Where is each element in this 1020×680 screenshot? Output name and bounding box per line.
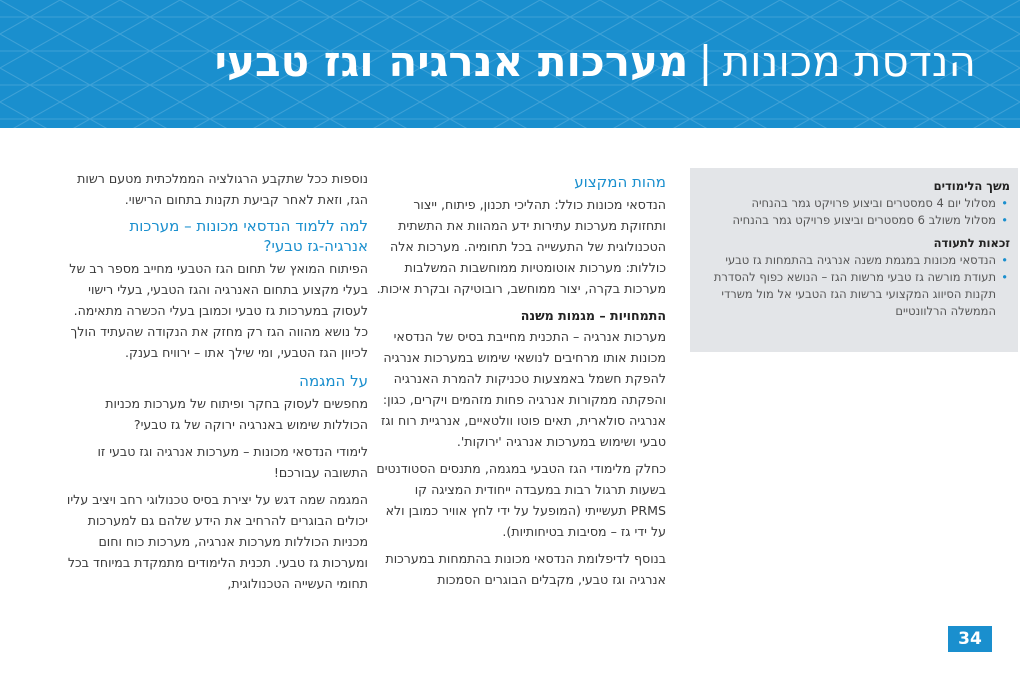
- middle-column: [376, 172, 666, 596]
- about-text-2: לימודי הנדסאי מכונות – מערכות אנרגיה וגז טבעי זו התשובה עבורכם!: [97, 444, 368, 480]
- why-study-heading: למה ללמוד הנדסאי מכונות – מערכות אנרגיה-גז טבעי?: [129, 217, 368, 255]
- continuation-text: נוספות ככל שתקבע הרגולציה הממלכתית מטעם רשות הגז, וזאת לאחר קביעת תקנות בתחום הרישוי.: [77, 171, 368, 207]
- about-heading: על המגמה: [299, 372, 368, 390]
- title-track: מערכות אנרגיה וגז טבעי: [214, 37, 689, 86]
- certification-text: בנוסף לדיפלומת הנדסאי מכונות בהתמחות במערכות אנרגיה וגז טבעי, מקבלים הבוגרים הסמכות: [385, 551, 666, 587]
- specializations-heading: התמחויות – מגמות משנה: [520, 308, 666, 323]
- info-box: [690, 168, 1018, 352]
- title-program: הנדסת מכונות: [722, 37, 976, 86]
- title-separator: |: [698, 37, 713, 86]
- left-column: [66, 168, 368, 600]
- profession-text: הנדסאי מכונות כולל: תהליכי תכנון, פיתוח, ייצור ותחזוקת מערכות עתירות ידע המהוות את התשתית הטכנולוגית של התעשייה בכל תחומיה. מערכות אלה כוללות: מערכות אוטומטיות ממוחשבות המשלבות מערכות בקרה, יצור ממוחשב, רובוטיקה ובקרת איכות.: [376, 197, 666, 296]
- about-text-3: המגמה שמה דגש על יצירת בסיס טכנולוגי רחב ויציב עליו יכולים הבוגרים להרחיב את הידע שלהם גם למערכות מכניות הכוללות מערכות אנרגיה, מערכות כוח וחום ומערכות גז טבעי. תכנית הלימודים מתמקדת במיוחד בכל תחומי העשייה הטכנולוגית,: [66, 492, 368, 591]
- duration-heading: משך הלימודים: [933, 179, 1010, 193]
- list-item: • מסלול משולב 6 סמסטרים וביצוע פרויקט גמר בהנחיה: [700, 212, 996, 229]
- list-item: • מסלול יום 4 סמסטרים וביצוע פרויקט גמר בהנחיה: [700, 195, 996, 212]
- list-item: • תעודת מורשה גז טבעי מרשות הגז – הנושא כפוף להסדרת תקנות הסיווג המקצועי ברשות הגז הטבעי אל מול משרדי הממשלה הרלוונטיים: [700, 269, 996, 320]
- specializations-text: מערכות אנרגיה – התכנית מחייבת בסיס של הנדסאי מכונות אותו מרחיבים לנושאי שימוש במערכות אנרגיה להפקת חשמל באמצעות טכניקות להמרת האנרגיה והפקתה ממקורות אנרגיה פחות מזהמים ויקרים, כגון: אנרגיה סולארית, תאים פוטו וולטאיים, אנרגיית רוח וגז טבעי ושימוש במערכות אנרגיה 'ירוקות'.: [381, 329, 666, 449]
- page-title: [215, 34, 976, 90]
- list-item: • הנדסאי מכונות במגמת משנה אנרגיה בהתמחות גז טבעי: [700, 252, 996, 269]
- page-number-badge: 34: [948, 626, 992, 652]
- why-study-text: הפיתוח המואץ של תחום הגז הטבעי מחייב מספר רב של בעלי מקצוע בתחום האנרגיה והגז הטבעי, בעלי רישוי לעסוק במערכות גז טבעי וכמובן בעלי הכשרה מתאימה. כל נושא מהווה הגז רק מחזק את הנקודה שהעתיד הולך לכיוון הגז הטבעי, ומי שילך אתו – ירוויח בענק.: [69, 261, 368, 360]
- certificate-heading: זכאות לתעודה: [933, 236, 1010, 250]
- about-text-1: מחפשים לעסוק בחקר ופיתוח של מערכות מכניות הכוללות שימוש באנרגיה ירוקה של גז טבעי?: [105, 396, 368, 432]
- certificate-list: [700, 252, 1010, 320]
- header-banner: [0, 0, 1020, 128]
- duration-list: [700, 195, 1010, 229]
- lab-text: כחלק מלימודי הגז הטבעי במגמה, מתנסים הסטודנטים בשעות תרגול רבות במעבדה ייחודית המציגה קו PRMS תעשייתי (המופעל על ידי לחץ אוויר כמובן ולא על ידי גז – מסיבות בטיחותיות).: [376, 461, 666, 539]
- profession-heading: מהות המקצוע: [574, 173, 666, 191]
